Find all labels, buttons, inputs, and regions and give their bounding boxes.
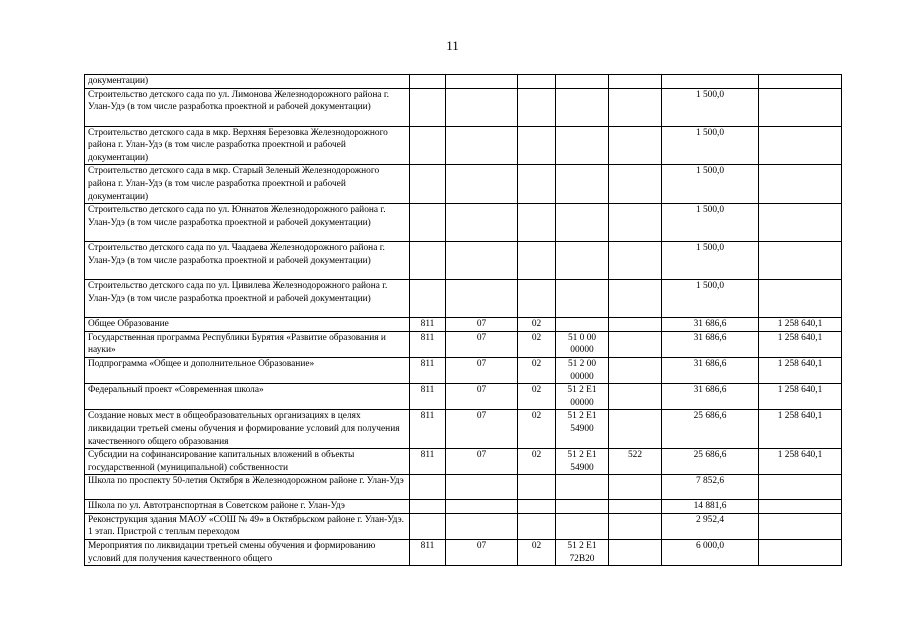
budget-table <box>84 74 842 566</box>
cell-org-code: 811 <box>410 384 446 410</box>
table-row <box>85 500 842 514</box>
cell-sum-1: 6 000,0 <box>662 540 759 566</box>
cell-subsection <box>518 475 556 500</box>
cell-subsection: 02 <box>518 318 556 332</box>
cell-target-article <box>556 513 609 539</box>
cell-name: документации) <box>85 75 410 89</box>
cell-sum-2 <box>759 126 842 165</box>
table-row <box>85 242 842 280</box>
cell-sum-2 <box>759 204 842 242</box>
table-row <box>85 384 842 410</box>
cell-name: Создание новых мест в общеобразовательных организациях в целях ликвидации третьей смены обучения и формирование условий для получения качественного общего образования <box>85 410 410 449</box>
cell-name: Реконструкция здания МАОУ «СОШ № 49» в Октябрьском районе г. Улан-Удэ. 1 этап. Пристрой с теплым переходом <box>85 513 410 539</box>
cell-section: 07 <box>446 318 518 332</box>
cell-target-article <box>556 88 609 126</box>
cell-expense-type <box>609 331 662 357</box>
cell-name: Строительство детского сада в мкр. Верхняя Березовка Железнодорожного района г. Улан-Удэ (в том числе разработка проектной и рабочей документации) <box>85 126 410 165</box>
cell-subsection: 02 <box>518 331 556 357</box>
cell-expense-type <box>609 500 662 514</box>
cell-org-code: 811 <box>410 318 446 332</box>
cell-sum-2 <box>759 88 842 126</box>
cell-target-article: 51 0 00 00000 <box>556 331 609 357</box>
cell-sum-2 <box>759 513 842 539</box>
cell-sum-1 <box>662 75 759 89</box>
cell-expense-type <box>609 357 662 383</box>
cell-sum-2: 1 258 640,1 <box>759 331 842 357</box>
cell-section: 07 <box>446 384 518 410</box>
table-row <box>85 331 842 357</box>
cell-name: Строительство детского сада в мкр. Старый Зеленый Железнодорожного района г. Улан-Удэ (в том числе разработка проектной и рабочей документации) <box>85 165 410 204</box>
table-row <box>85 204 842 242</box>
cell-sum-2 <box>759 165 842 204</box>
cell-org-code <box>410 126 446 165</box>
cell-org-code <box>410 88 446 126</box>
cell-sum-1: 31 686,6 <box>662 357 759 383</box>
cell-expense-type <box>609 204 662 242</box>
cell-expense-type <box>609 513 662 539</box>
cell-subsection <box>518 204 556 242</box>
cell-name: Школа по ул. Автотранспортная в Советском районе г. Улан-Удэ <box>85 500 410 514</box>
cell-name: Мероприятия по ликвидации третьей смены обучения и формированию условий для получения качественного общего <box>85 540 410 566</box>
cell-sum-2 <box>759 500 842 514</box>
cell-sum-2: 1 258 640,1 <box>759 384 842 410</box>
cell-section <box>446 88 518 126</box>
cell-sum-2: 1 258 640,1 <box>759 410 842 449</box>
cell-sum-2: 1 258 640,1 <box>759 318 842 332</box>
cell-subsection: 02 <box>518 410 556 449</box>
cell-target-article: 51 2 E1 54900 <box>556 410 609 449</box>
cell-target-article: 51 2 E1 72B20 <box>556 540 609 566</box>
cell-subsection: 02 <box>518 540 556 566</box>
cell-subsection <box>518 75 556 89</box>
cell-section <box>446 75 518 89</box>
cell-section: 07 <box>446 449 518 475</box>
cell-org-code <box>410 513 446 539</box>
cell-section <box>446 242 518 280</box>
cell-org-code <box>410 475 446 500</box>
cell-sum-1: 1 500,0 <box>662 126 759 165</box>
cell-subsection <box>518 500 556 514</box>
table-row <box>85 513 842 539</box>
cell-sum-1: 31 686,6 <box>662 384 759 410</box>
cell-org-code <box>410 75 446 89</box>
cell-sum-1: 1 500,0 <box>662 88 759 126</box>
table-row <box>85 449 842 475</box>
cell-org-code: 811 <box>410 540 446 566</box>
cell-sum-2: 1 258 640,1 <box>759 357 842 383</box>
cell-sum-1: 25 686,6 <box>662 449 759 475</box>
cell-sum-2 <box>759 242 842 280</box>
cell-org-code: 811 <box>410 449 446 475</box>
cell-name: Подпрограмма «Общее и дополнительное Образование» <box>85 357 410 383</box>
cell-name: Государственная программа Республики Бурятия «Развитие образования и науки» <box>85 331 410 357</box>
cell-section <box>446 513 518 539</box>
cell-org-code <box>410 165 446 204</box>
cell-target-article <box>556 242 609 280</box>
cell-section <box>446 126 518 165</box>
cell-sum-1: 1 500,0 <box>662 165 759 204</box>
cell-target-article <box>556 126 609 165</box>
cell-subsection: 02 <box>518 357 556 383</box>
cell-name: Федеральный проект «Современная школа» <box>85 384 410 410</box>
cell-sum-1: 31 686,6 <box>662 318 759 332</box>
table-row <box>85 75 842 89</box>
cell-expense-type <box>609 384 662 410</box>
page-number: 11 <box>446 38 459 53</box>
cell-subsection <box>518 513 556 539</box>
cell-name: Строительство детского сада по ул. Юннатов Железнодорожного района г. Улан-Удэ (в том числе разработка проектной и рабочей документации) <box>85 204 410 242</box>
cell-sum-2: 1 258 640,1 <box>759 449 842 475</box>
cell-sum-1: 25 686,6 <box>662 410 759 449</box>
cell-org-code: 811 <box>410 331 446 357</box>
cell-sum-2 <box>759 475 842 500</box>
cell-subsection <box>518 88 556 126</box>
cell-section <box>446 500 518 514</box>
cell-section: 07 <box>446 331 518 357</box>
cell-target-article <box>556 500 609 514</box>
table-row <box>85 357 842 383</box>
cell-target-article: 51 2 00 00000 <box>556 357 609 383</box>
cell-sum-1: 1 500,0 <box>662 242 759 280</box>
cell-sum-2 <box>759 280 842 318</box>
cell-expense-type <box>609 126 662 165</box>
cell-expense-type <box>609 75 662 89</box>
table-row <box>85 126 842 165</box>
cell-subsection: 02 <box>518 449 556 475</box>
cell-expense-type <box>609 88 662 126</box>
cell-name: Школа по проспекту 50-летия Октября в Железнодорожном районе г. Улан-Удэ <box>85 475 410 500</box>
table-body <box>85 75 842 566</box>
cell-org-code <box>410 280 446 318</box>
cell-subsection <box>518 280 556 318</box>
cell-subsection <box>518 126 556 165</box>
cell-sum-1: 1 500,0 <box>662 280 759 318</box>
cell-name: Субсидии на софинансирование капитальных вложений в объекты государственной (муниципальной) собственности <box>85 449 410 475</box>
cell-target-article <box>556 280 609 318</box>
cell-org-code: 811 <box>410 410 446 449</box>
cell-section <box>446 475 518 500</box>
cell-expense-type <box>609 242 662 280</box>
cell-sum-1: 1 500,0 <box>662 204 759 242</box>
cell-sum-2 <box>759 75 842 89</box>
cell-expense-type <box>609 318 662 332</box>
cell-target-article <box>556 318 609 332</box>
cell-subsection <box>518 242 556 280</box>
cell-expense-type <box>609 475 662 500</box>
cell-org-code <box>410 242 446 280</box>
cell-section <box>446 165 518 204</box>
cell-org-code <box>410 500 446 514</box>
cell-org-code: 811 <box>410 357 446 383</box>
cell-expense-type: 522 <box>609 449 662 475</box>
cell-expense-type <box>609 280 662 318</box>
cell-sum-1: 31 686,6 <box>662 331 759 357</box>
cell-section <box>446 204 518 242</box>
table-row <box>85 318 842 332</box>
cell-section <box>446 280 518 318</box>
cell-expense-type <box>609 410 662 449</box>
cell-name: Общее Образование <box>85 318 410 332</box>
cell-target-article: 51 2 E1 00000 <box>556 384 609 410</box>
table-row <box>85 410 842 449</box>
cell-target-article <box>556 475 609 500</box>
cell-subsection <box>518 165 556 204</box>
cell-section: 07 <box>446 410 518 449</box>
cell-sum-1: 14 881,6 <box>662 500 759 514</box>
cell-target-article: 51 2 E1 54900 <box>556 449 609 475</box>
cell-sum-2 <box>759 540 842 566</box>
cell-sum-1: 7 852,6 <box>662 475 759 500</box>
cell-name: Строительство детского сада по ул. Лимонова Железнодорожного района г. Улан-Удэ (в том числе разработка проектной и рабочей документации) <box>85 88 410 126</box>
cell-target-article <box>556 204 609 242</box>
cell-target-article <box>556 75 609 89</box>
table-row <box>85 475 842 500</box>
table-row <box>85 165 842 204</box>
table-row <box>85 280 842 318</box>
cell-expense-type <box>609 540 662 566</box>
cell-subsection: 02 <box>518 384 556 410</box>
cell-org-code <box>410 204 446 242</box>
cell-sum-1: 2 952,4 <box>662 513 759 539</box>
cell-target-article <box>556 165 609 204</box>
cell-name: Строительство детского сада по ул. Цивилева Железнодорожного района г. Улан-Удэ (в том числе разработка проектной и рабочей документации) <box>85 280 410 318</box>
cell-name: Строительство детского сада по ул. Чаадаева Железнодорожного района г. Улан-Удэ (в том числе разработка проектной и рабочей документации) <box>85 242 410 280</box>
table-row <box>85 540 842 566</box>
table-row <box>85 88 842 126</box>
cell-section: 07 <box>446 540 518 566</box>
cell-section: 07 <box>446 357 518 383</box>
cell-expense-type <box>609 165 662 204</box>
